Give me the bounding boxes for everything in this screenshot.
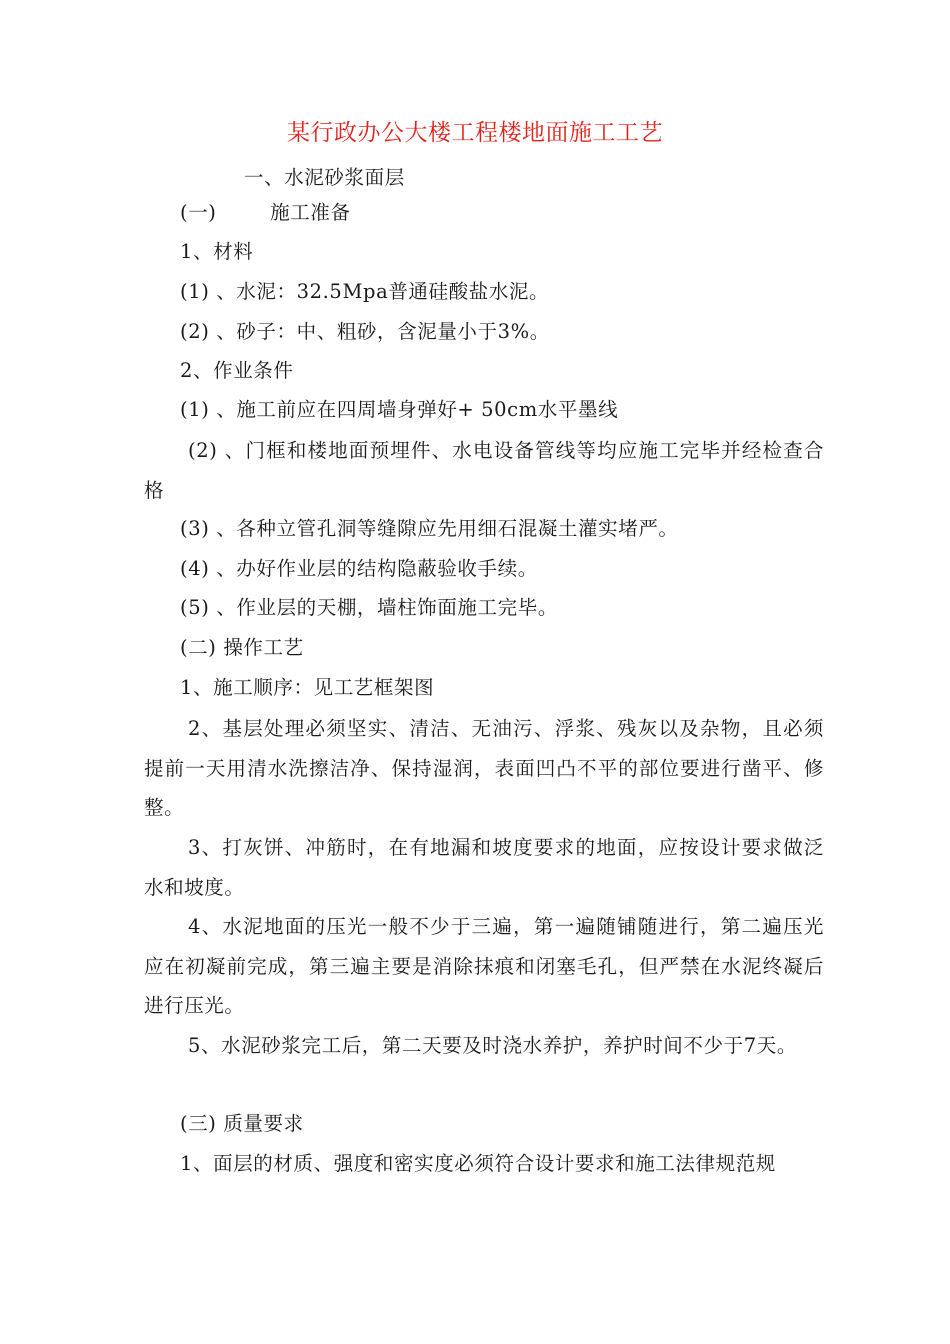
list-item: (1) 、水泥：32.5Mpa普通硅酸盐水泥。 — [180, 280, 550, 303]
list-item: (2) 、砂子：中、粗砂，含泥量小于3%。 — [180, 320, 550, 343]
list-item: 1、施工顺序：见工艺框架图 — [180, 676, 435, 699]
materials-heading: 1、材料 — [180, 240, 254, 263]
subsection-number: (一) — [180, 201, 217, 224]
paragraph: 2、基层处理必须坚实、清洁、无油污、浮浆、残灰以及杂物，且必须提前一天用清水洗擦洁净、保持湿润，表面凹凸不平的部位要进行凿平、修整。 — [144, 717, 824, 819]
list-item: (4) 、办好作业层的结构隐蔽验收手续。 — [180, 557, 538, 580]
paragraph: 5、水泥砂浆完工后，第二天要及时浇水养护，养护时间不少于7天。 — [188, 1034, 797, 1057]
section-heading: 一、水泥砂浆面层 — [244, 166, 405, 189]
conditions-heading: 2、作业条件 — [180, 359, 294, 382]
subsection-heading — [180, 201, 351, 225]
list-item: (5) 、作业层的天棚，墙柱饰面施工完毕。 — [180, 596, 558, 619]
list-item: 1、面层的材质、强度和密实度必须符合设计要求和施工法律规范规 — [180, 1152, 776, 1175]
list-item: (3) 、各种立管孔洞等缝隙应先用细石混凝土灌实堵严。 — [180, 517, 679, 540]
subsection-heading: (二) 操作工艺 — [180, 636, 304, 659]
paragraph: 4、水泥地面的压光一般不少于三遍，第一遍随铺随进行，第二遍压光应在初凝前完成，第三遍主要是消除抹痕和闭塞毛孔，但严禁在水泥终凝后进行压光。 — [144, 915, 824, 1017]
subsection-title: 施工准备 — [270, 201, 351, 224]
list-item: (1) 、施工前应在四周墙身弹好+ 50cm水平墨线 — [180, 398, 619, 421]
paragraph: 3、打灰饼、冲筋时，在有地漏和坡度要求的地面，应按设计要求做泛水和坡度。 — [144, 836, 824, 899]
subsection-heading: (三) 质量要求 — [180, 1112, 304, 1135]
document-title: 某行政办公大楼工程楼地面施工工艺 — [287, 120, 663, 146]
list-item-wrapped: (2) 、门框和楼地面预埋件、水电设备管线等均应施工完毕并经检查合格 — [144, 439, 824, 502]
